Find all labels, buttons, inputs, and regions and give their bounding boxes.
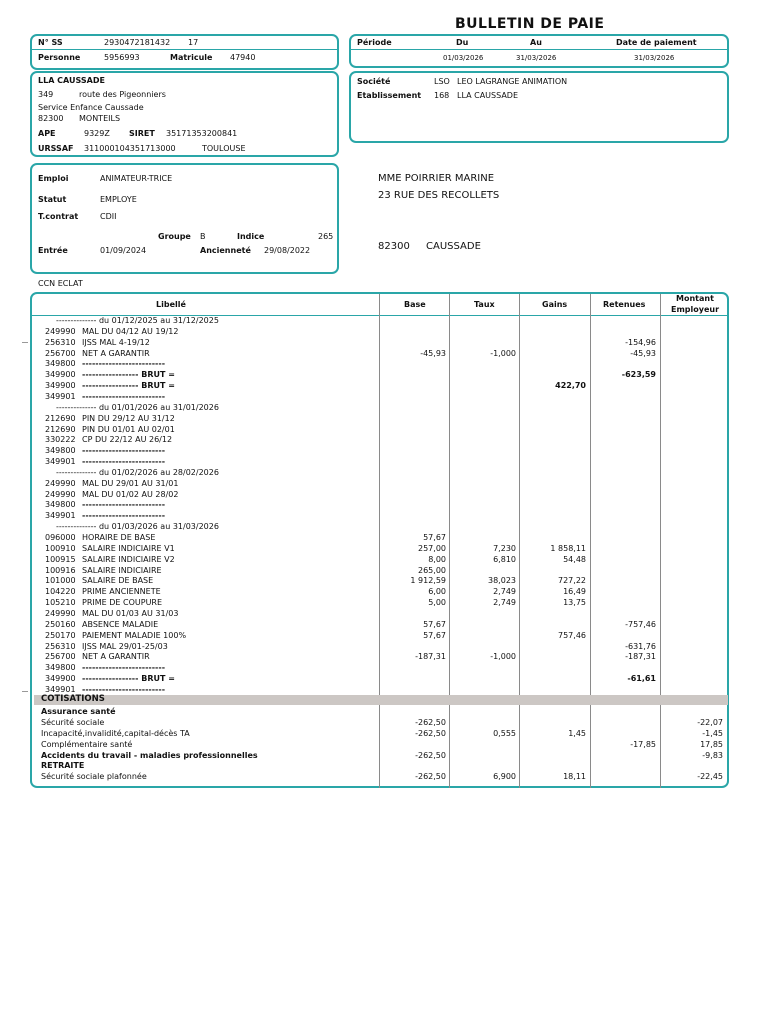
row-gains: 13,75 — [563, 598, 586, 608]
period-label: Période — [357, 38, 392, 47]
row-base: 57,67 — [423, 533, 446, 542]
row-gains: 1 858,11 — [550, 543, 586, 553]
row-code: 330222 — [45, 435, 76, 445]
col-taux: Taux — [474, 300, 495, 309]
row-code: 249990 — [45, 608, 76, 618]
row-base: -262,50 — [415, 772, 446, 782]
row-employeur: -9,83 — [702, 750, 723, 760]
employer-city: MONTEILS — [79, 114, 121, 123]
row-code: 212690 — [45, 424, 76, 434]
row-label: PRIME ANCIENNETE — [82, 587, 161, 597]
row-code: 101000 — [45, 576, 76, 586]
row-employeur: -1,45 — [702, 728, 723, 738]
col-base: Base — [404, 300, 426, 309]
row-label: ------------------------- — [82, 457, 166, 467]
row-gains: 16,49 — [563, 587, 586, 597]
row-code: 249990 — [45, 326, 76, 336]
person-value: 5956993 — [104, 53, 140, 62]
row-label: Sécurité sociale plafonnée — [41, 772, 147, 782]
row-code: 096000 — [45, 533, 76, 542]
row-retenues: -154,96 — [625, 337, 656, 347]
entree-value: 01/09/2024 — [100, 246, 147, 255]
row-label: PRIME DE COUPURE — [82, 598, 163, 608]
row-label: SALAIRE INDICIAIRE — [82, 565, 162, 575]
row-code: 349901 — [45, 511, 76, 521]
row-gains: 54,48 — [563, 554, 586, 564]
row-code: 256700 — [45, 348, 76, 358]
row-gains: 757,46 — [558, 630, 586, 640]
row-label: HORAIRE DE BASE — [82, 533, 156, 542]
period-separator: -------------- du 01/03/2026 au 31/03/2026 — [56, 522, 219, 532]
row-label: Sécurité sociale — [41, 717, 105, 727]
contrat-label: T.contrat — [38, 212, 79, 221]
row-label: Incapacité,invalidité,capital-décès TA — [41, 728, 190, 738]
row-label: SALAIRE INDICIAIRE V2 — [82, 554, 175, 564]
urssaf-city: TOULOUSE — [202, 144, 246, 153]
row-label: MAL DU 01/02 AU 28/02 — [82, 489, 179, 499]
societe-label: Société — [357, 77, 391, 86]
col-retenues: Retenues — [603, 300, 646, 309]
row-label: Accidents du travail - maladies professionnelles — [41, 750, 258, 760]
row-employeur: -22,45 — [697, 772, 723, 782]
paydate-label: Date de paiement — [616, 38, 697, 47]
row-base: 257,00 — [418, 543, 446, 553]
row-label: MAL DU 29/01 AU 31/01 — [82, 478, 179, 488]
row-label: ------------------------- — [82, 663, 166, 673]
siret-value: 35171353200841 — [166, 129, 238, 138]
row-gains: 727,22 — [558, 576, 586, 586]
row-base: -262,50 — [415, 750, 446, 760]
row-code: 100916 — [45, 565, 76, 575]
row-label: CP DU 22/12 AU 26/12 — [82, 435, 173, 445]
ccn-label: CCN ECLAT — [38, 279, 83, 288]
row-base: 8,00 — [428, 554, 446, 564]
row-code: 100915 — [45, 554, 76, 564]
row-label: ------------------------- — [82, 511, 166, 521]
employer-name: LLA CAUSSADE — [38, 76, 105, 85]
cotisations-title: COTISATIONS — [41, 694, 105, 705]
row-retenues: -45,93 — [630, 348, 656, 358]
row-label: NET A GARANTIR — [82, 348, 150, 358]
row-label: ------------------------- — [82, 500, 166, 510]
row-gains: 422,70 — [555, 381, 586, 391]
row-taux: 0,555 — [493, 728, 516, 738]
indice-label: Indice — [237, 232, 265, 241]
emploi-label: Emploi — [38, 174, 69, 183]
ss-key: 17 — [188, 38, 199, 47]
row-label: Complémentaire santé — [41, 739, 133, 749]
row-base: -45,93 — [420, 348, 446, 358]
col-gains: Gains — [542, 300, 568, 309]
row-code: 349800 — [45, 663, 76, 673]
row-label: ----------------- BRUT = — [82, 381, 175, 391]
row-code: 256310 — [45, 337, 76, 347]
au-value: 31/03/2026 — [516, 54, 557, 62]
row-code: 100910 — [45, 543, 76, 553]
period-separator: -------------- du 01/02/2026 au 28/02/2026 — [56, 467, 219, 477]
groupe-value: B — [200, 232, 206, 241]
row-code: 349901 — [45, 684, 76, 694]
urssaf-label: URSSAF — [38, 144, 74, 153]
row-label: ------------------------- — [82, 684, 166, 694]
row-code: 249990 — [45, 489, 76, 499]
employee-postcode: 82300 — [378, 241, 410, 252]
row-label: ------------------------- — [82, 359, 166, 369]
row-base: -262,50 — [415, 728, 446, 738]
row-code: 256700 — [45, 652, 76, 662]
row-code: 349900 — [45, 381, 76, 391]
period-separator: -------------- du 01/01/2026 au 31/01/2026 — [56, 402, 219, 412]
ape-label: APE — [38, 129, 56, 138]
row-gains: 1,45 — [568, 728, 586, 738]
row-label: IJSS MAL 29/01-25/03 — [82, 641, 168, 651]
employer-postcode: 82300 — [38, 114, 64, 123]
row-code: 349901 — [45, 457, 76, 467]
row-retenues: -757,46 — [625, 619, 656, 629]
row-base: 265,00 — [418, 565, 446, 575]
societe-code: LSO — [434, 77, 450, 86]
row-gains: 18,11 — [563, 772, 586, 782]
row-label: SALAIRE INDICIAIRE V1 — [82, 543, 175, 553]
row-base: -187,31 — [415, 652, 446, 662]
employer-street: route des Pigeonniers — [79, 90, 166, 99]
row-taux: 2,749 — [493, 598, 516, 608]
row-label: SALAIRE DE BASE — [82, 576, 154, 586]
row-taux: -1,000 — [490, 348, 516, 358]
row-code: 349900 — [45, 674, 76, 684]
row-code: 349800 — [45, 359, 76, 369]
employer-service: Service Enfance Caussade — [38, 103, 144, 112]
row-base: 5,00 — [428, 598, 446, 608]
row-label: Assurance santé — [41, 707, 116, 717]
row-code: 349800 — [45, 500, 76, 510]
matricule-value: 47940 — [230, 53, 256, 62]
du-value: 01/03/2026 — [443, 54, 484, 62]
row-retenues: -623,59 — [621, 370, 656, 380]
au-label: Au — [530, 38, 542, 47]
row-label: MAL DU 01/03 AU 31/03 — [82, 608, 179, 618]
row-base: 6,00 — [428, 587, 446, 597]
row-label: ABSENCE MALADIE — [82, 619, 159, 629]
period-separator: -------------- du 01/12/2025 au 31/12/2025 — [56, 316, 219, 325]
row-employeur: -22,07 — [697, 717, 723, 727]
societe-name: LEO LAGRANGE ANIMATION — [457, 77, 568, 86]
emploi-value: ANIMATEUR-TRICE — [100, 174, 173, 183]
row-label: PIN DU 29/12 AU 31/12 — [82, 413, 175, 423]
matricule-label: Matricule — [170, 53, 213, 62]
ss-value: 2930472181432 — [104, 38, 171, 47]
anciennete-value: 29/08/2022 — [264, 246, 311, 255]
row-retenues: -631,76 — [625, 641, 656, 651]
row-employeur: 17,85 — [700, 739, 723, 749]
groupe-label: Groupe — [158, 232, 191, 241]
row-retenues: -61,61 — [627, 674, 656, 684]
row-retenues: -17,85 — [630, 739, 656, 749]
row-code: 250170 — [45, 630, 76, 640]
identity-box — [30, 34, 339, 70]
ape-value: 9329Z — [84, 129, 110, 138]
entree-label: Entrée — [38, 246, 68, 255]
paydate-value: 31/03/2026 — [634, 54, 675, 62]
row-taux: 7,230 — [493, 543, 516, 553]
row-retenues: -187,31 — [625, 652, 656, 662]
row-code: 105210 — [45, 598, 76, 608]
row-code: 256310 — [45, 641, 76, 651]
employee-address: 23 RUE DES RECOLLETS — [378, 190, 500, 201]
row-label: ----------------- BRUT = — [82, 674, 175, 684]
contrat-value: CDII — [100, 212, 117, 221]
employee-name: MME POIRRIER MARINE — [378, 173, 495, 184]
statut-value: EMPLOYE — [100, 195, 137, 204]
col-employeur-1: Montant — [676, 294, 714, 303]
employee-city: CAUSSADE — [426, 241, 481, 252]
employer-street-no: 349 — [38, 90, 54, 99]
col-employeur-2: Employeur — [671, 305, 720, 314]
row-code: 349800 — [45, 446, 76, 456]
row-base: 1 912,59 — [410, 576, 446, 586]
ss-label: N° SS — [38, 38, 63, 47]
row-taux: 38,023 — [488, 576, 516, 586]
du-label: Du — [456, 38, 469, 47]
row-label: PAIEMENT MALADIE 100% — [82, 630, 187, 640]
row-label: IJSS MAL 4-19/12 — [82, 337, 150, 347]
row-label: ------------------------- — [82, 391, 166, 401]
etab-label: Etablissement — [357, 91, 422, 100]
row-code: 349901 — [45, 391, 76, 401]
siret-label: SIRET — [129, 129, 155, 138]
row-label: NET A GARANTIR — [82, 652, 150, 662]
row-base: 57,67 — [423, 630, 446, 640]
row-taux: 6,810 — [493, 554, 516, 564]
row-label: PIN DU 01/01 AU 02/01 — [82, 424, 175, 434]
anciennete-label: Ancienneté — [200, 246, 251, 255]
col-libelle: Libellé — [156, 300, 186, 309]
row-code: 249990 — [45, 478, 76, 488]
row-code: 349900 — [45, 370, 76, 380]
statut-label: Statut — [38, 195, 67, 204]
row-taux: 6,900 — [493, 772, 516, 782]
row-label: RETRAITE — [41, 761, 85, 771]
row-base: -262,50 — [415, 717, 446, 727]
row-taux: -1,000 — [490, 652, 516, 662]
etab-name: LLA CAUSSADE — [457, 91, 519, 100]
person-label: Personne — [38, 53, 81, 62]
row-taux: 2,749 — [493, 587, 516, 597]
urssaf-value: 311000104351713000 — [84, 144, 176, 153]
etab-code: 168 — [434, 91, 450, 100]
row-code: 104220 — [45, 587, 76, 597]
row-label: ------------------------- — [82, 446, 166, 456]
row-code: 250160 — [45, 619, 76, 629]
indice-value: 265 — [318, 232, 334, 241]
document-title: BULLETIN DE PAIE — [455, 16, 605, 32]
row-label: ----------------- BRUT = — [82, 370, 175, 380]
row-code: 212690 — [45, 413, 76, 423]
row-base: 57,67 — [423, 619, 446, 629]
row-label: MAL DU 04/12 AU 19/12 — [82, 326, 179, 336]
